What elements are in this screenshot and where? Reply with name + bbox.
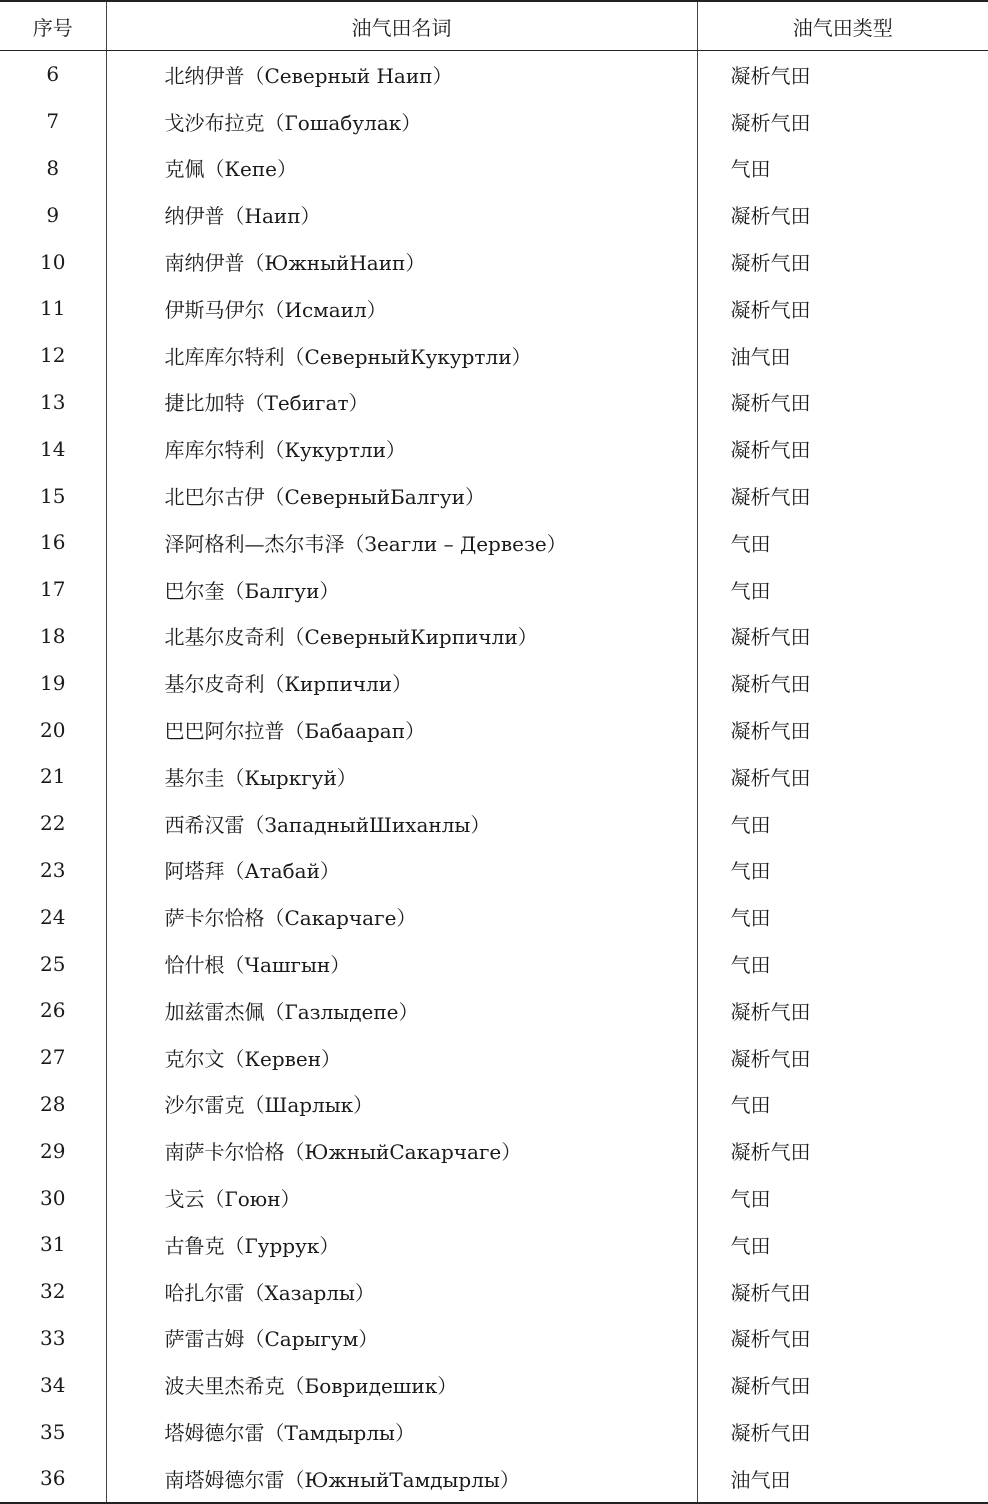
field-name-cell: 萨雷古姆（Сарыгум） (106, 1315, 697, 1362)
table-row (0, 566, 988, 613)
row-index-cell: 17 (40, 577, 66, 602)
row-index-cell: 6 (46, 62, 60, 87)
row-index-cell: 33 (40, 1325, 66, 1350)
row-index-cell: 18 (40, 623, 66, 648)
table-row (0, 285, 988, 332)
field-name-cell: 北库库尔特利（СеверныйКукуртли） (106, 332, 697, 379)
row-index-cell: 11 (40, 296, 66, 321)
field-name-cell: 巴巴阿尔拉普（Бабаарап） (106, 706, 697, 753)
field-name-cell: 南塔姆德尔雷（ЮжныйТамдырлы） (106, 1455, 697, 1503)
header-row (0, 1, 988, 51)
table-row (0, 800, 988, 847)
field-type-cell: 凝析气田 (697, 1268, 988, 1315)
row-index-cell: 20 (40, 717, 66, 742)
table-row (0, 51, 988, 98)
field-name-cell: 西希汉雷（ЗападныйШиханлы） (106, 800, 697, 847)
field-name-cell: 北巴尔古伊（СеверныйБалгуи） (106, 472, 697, 519)
field-type-cell: 凝析气田 (697, 1315, 988, 1362)
field-type-cell: 油气田 (697, 1455, 988, 1503)
field-type-cell: 气田 (697, 847, 988, 894)
field-name-cell: 克尔文（Кервен） (106, 1034, 697, 1081)
header-field-type: 油气田类型 (697, 1, 988, 51)
row-index-cell: 36 (0, 1455, 106, 1503)
field-type-cell: 凝析气田 (697, 706, 988, 753)
table-body (0, 51, 988, 1503)
row-index-cell: 34 (40, 1372, 66, 1397)
table-row (0, 659, 988, 706)
table-row (0, 1127, 988, 1174)
row-index-cell: 23 (40, 857, 66, 882)
field-type-cell: 气田 (697, 940, 988, 987)
header-index: 序号 (0, 1, 106, 51)
table-row (0, 191, 988, 238)
table-row (0, 379, 988, 426)
row-index-cell: 35 (40, 1419, 66, 1444)
field-name-cell: 恰什根（Чашгын） (106, 940, 697, 987)
table-row (0, 613, 988, 660)
table-row (0, 940, 988, 987)
row-index-cell: 30 (40, 1185, 66, 1210)
table-row (0, 1315, 988, 1362)
field-name-cell: 克佩（Кепе） (106, 145, 697, 192)
row-index-cell: 10 (40, 249, 66, 274)
field-type-cell: 凝析气田 (697, 753, 988, 800)
field-name-cell: 南萨卡尔恰格（ЮжныйСакарчаге） (106, 1127, 697, 1174)
row-index-cell: 31 (40, 1232, 66, 1257)
table-row (0, 519, 988, 566)
table-row (0, 987, 988, 1034)
field-name-cell: 纳伊普（Наип） (106, 191, 697, 238)
field-name-cell: 戈云（Гоюн） (106, 1174, 697, 1221)
field-name-cell: 北纳伊普（Северный Наип） (106, 51, 697, 98)
field-type-cell: 气田 (697, 1221, 988, 1268)
row-index-cell: 28 (40, 1091, 66, 1116)
row-index-cell: 22 (40, 811, 66, 836)
field-name-cell: 泽阿格利—杰尔韦泽（Зеагли – Дервезе） (106, 519, 697, 566)
field-name-cell: 库库尔特利（Кукуртли） (106, 425, 697, 472)
table-row (0, 1455, 988, 1503)
row-index-cell: 12 (40, 343, 66, 368)
field-type-cell: 气田 (697, 519, 988, 566)
header-field-name: 油气田名词 (106, 1, 697, 51)
field-type-cell: 凝析气田 (697, 1408, 988, 1455)
field-type-cell: 凝析气田 (697, 285, 988, 332)
field-type-cell: 凝析气田 (697, 98, 988, 145)
row-index-cell: 14 (40, 436, 66, 461)
field-name-cell: 伊斯马伊尔（Исмаил） (106, 285, 697, 332)
field-name-cell: 哈扎尔雷（Хазарлы） (106, 1268, 697, 1315)
field-name-cell: 阿塔拜（Атабай） (106, 847, 697, 894)
field-type-cell: 凝析气田 (697, 659, 988, 706)
row-index-cell: 32 (40, 1279, 66, 1304)
field-name-cell: 沙尔雷克（Шарлык） (106, 1081, 697, 1128)
field-name-cell: 捷比加特（Тебигат） (106, 379, 697, 426)
field-type-cell: 凝析气田 (697, 1034, 988, 1081)
field-name-cell: 巴尔奎（Балгуи） (106, 566, 697, 613)
row-index-cell: 13 (40, 389, 66, 414)
table-row (0, 1361, 988, 1408)
table-row (0, 847, 988, 894)
field-name-cell: 古鲁克（Гуррук） (106, 1221, 697, 1268)
table-row (0, 238, 988, 285)
row-index-cell: 15 (40, 483, 66, 508)
row-index-cell: 27 (40, 1045, 66, 1070)
field-name-cell: 北基尔皮奇利（СеверныйКирпичли） (106, 613, 697, 660)
field-type-cell: 凝析气田 (697, 238, 988, 285)
field-type-cell: 凝析气田 (697, 379, 988, 426)
field-name-cell: 戈沙布拉克（Гошабулак） (106, 98, 697, 145)
field-type-cell: 凝析气田 (697, 613, 988, 660)
row-index-cell: 21 (40, 764, 66, 789)
table-row (0, 893, 988, 940)
row-index-cell: 25 (40, 951, 66, 976)
field-name-cell: 南纳伊普（ЮжныйНаип） (106, 238, 697, 285)
table-header (0, 1, 988, 51)
row-index-cell: 9 (46, 202, 60, 227)
field-type-cell: 油气田 (697, 332, 988, 379)
row-index-cell: 8 (46, 155, 60, 180)
table-row (0, 145, 988, 192)
field-name-cell: 加兹雷杰佩（Газлыдепе） (106, 987, 697, 1034)
table-row (0, 1034, 988, 1081)
table-row (0, 1408, 988, 1455)
field-type-cell: 凝析气田 (697, 1361, 988, 1408)
row-index-cell: 24 (40, 904, 66, 929)
table-row (0, 1221, 988, 1268)
table-row (0, 753, 988, 800)
table-row (0, 472, 988, 519)
field-type-cell: 凝析气田 (697, 987, 988, 1034)
table-row (0, 1081, 988, 1128)
field-name-cell: 基尔圭（Кыркгуй） (106, 753, 697, 800)
field-type-cell: 凝析气田 (697, 191, 988, 238)
field-type-cell: 凝析气田 (697, 1127, 988, 1174)
field-type-cell: 凝析气田 (697, 425, 988, 472)
table-row (0, 332, 988, 379)
row-index-cell: 16 (40, 530, 66, 555)
field-type-cell: 凝析气田 (697, 51, 988, 98)
field-type-cell: 气田 (697, 566, 988, 613)
row-index-cell: 29 (40, 1138, 66, 1163)
field-name-cell: 基尔皮奇利（Кирпичли） (106, 659, 697, 706)
row-index-cell: 19 (40, 670, 66, 695)
table-row (0, 98, 988, 145)
field-type-cell: 凝析气田 (697, 472, 988, 519)
table-row (0, 1268, 988, 1315)
field-type-cell: 气田 (697, 1081, 988, 1128)
field-name-cell: 塔姆德尔雷（Тамдырлы） (106, 1408, 697, 1455)
field-type-cell: 气田 (697, 800, 988, 847)
field-type-cell: 气田 (697, 1174, 988, 1221)
table-row (0, 1174, 988, 1221)
field-type-cell: 气田 (697, 893, 988, 940)
field-name-cell: 萨卡尔恰格（Сакарчаге） (106, 893, 697, 940)
table-row (0, 425, 988, 472)
row-index-cell: 7 (46, 109, 60, 134)
field-name-cell: 波夫里杰希克（Бовридешик） (106, 1361, 697, 1408)
table-row (0, 706, 988, 753)
row-index-cell: 26 (40, 998, 66, 1023)
field-type-cell: 气田 (697, 145, 988, 192)
